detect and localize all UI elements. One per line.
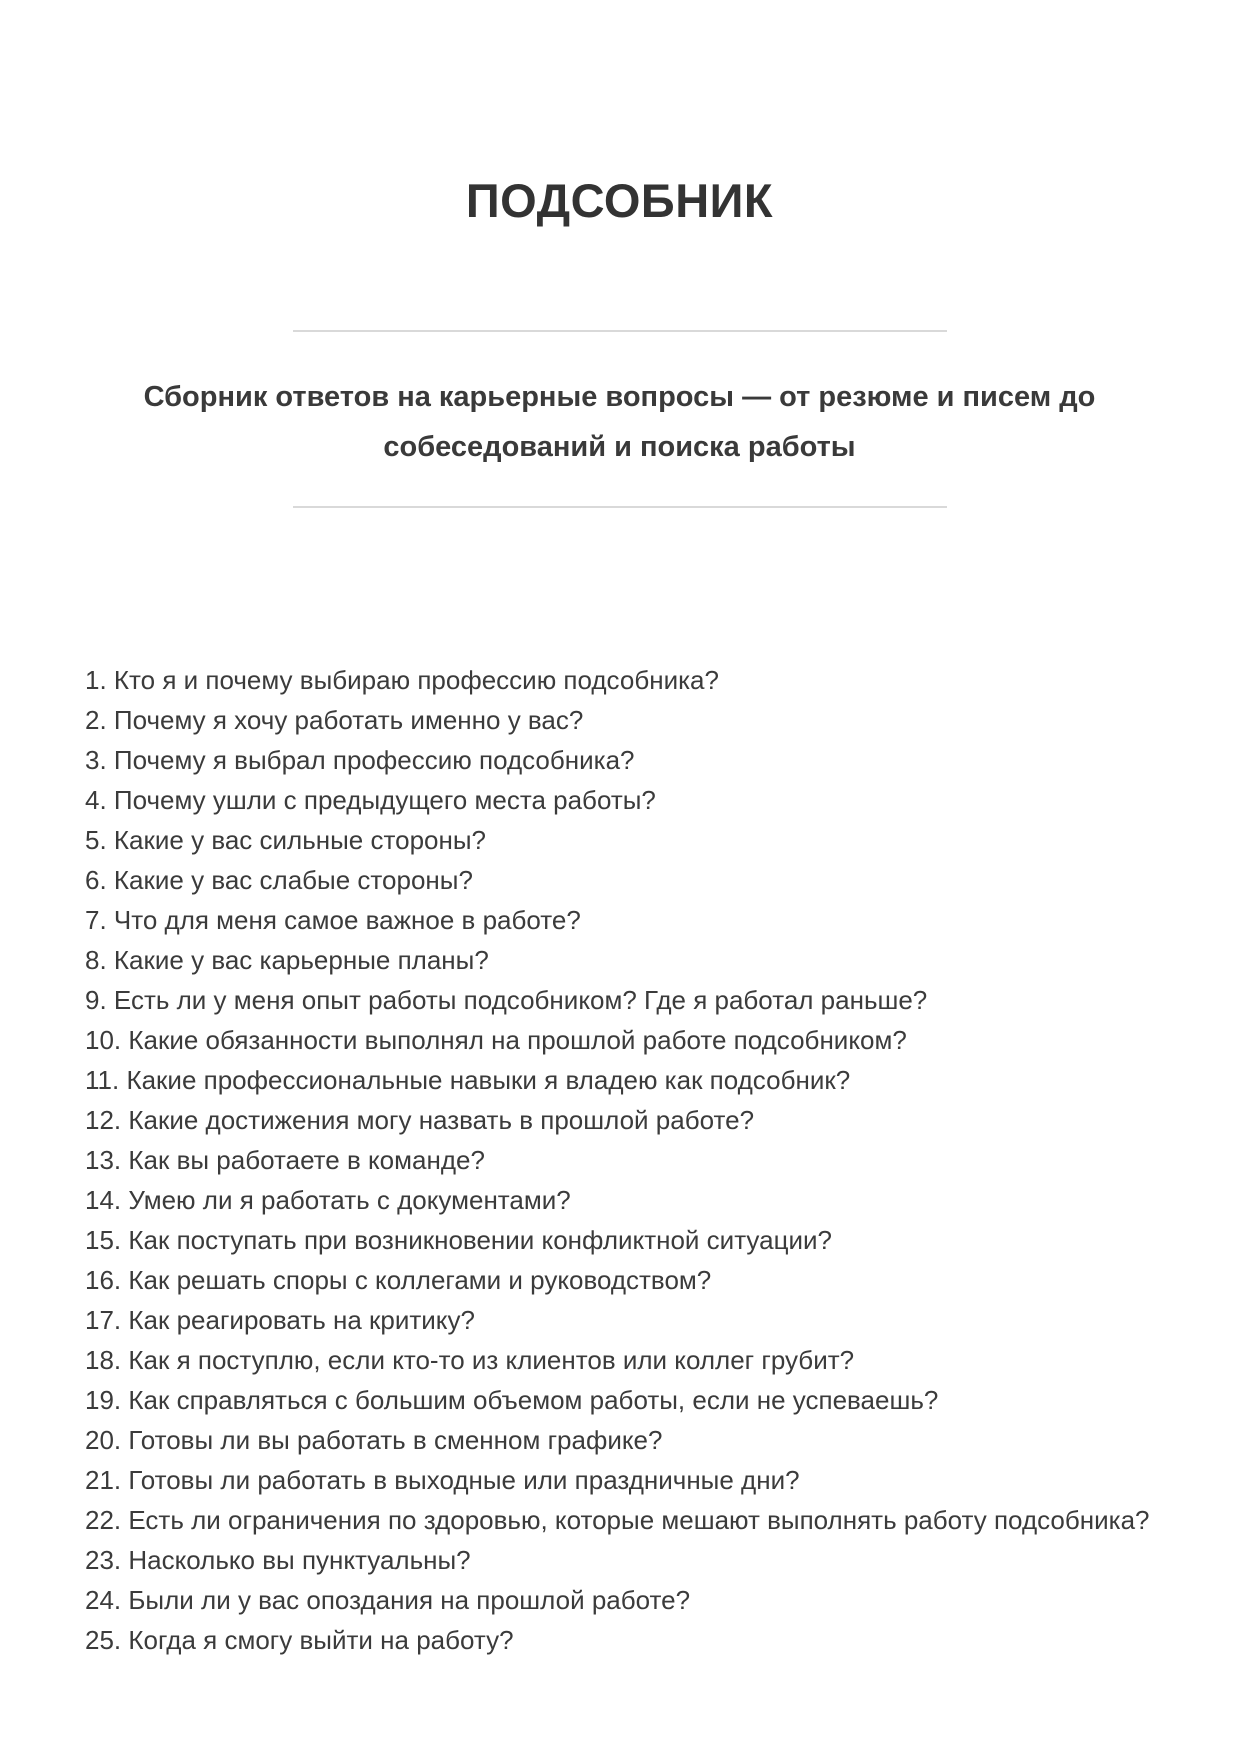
question-item: 4. Почему ушли с предыдущего места работы? xyxy=(85,785,656,815)
question-list xyxy=(0,660,1239,1660)
page-title: ПОДСОБНИК xyxy=(465,174,774,227)
question-item: 23. Насколько вы пунктуальны? xyxy=(85,1545,471,1575)
question-item: 7. Что для меня самое важное в работе? xyxy=(85,905,581,935)
page-subtitle: Сборник ответов на карьерные вопросы — от резюме и писем до собеседований и поиска работы xyxy=(143,381,1096,463)
question-item: 22. Есть ли ограничения по здоровью, которые мешают выполнять работу подсобника? xyxy=(85,1505,1150,1535)
question-item: 11. Какие профессиональные навыки я владею как подсобник? xyxy=(85,1065,851,1095)
question-item: 25. Когда я смогу выйти на работу? xyxy=(85,1625,514,1655)
question-item: 2. Почему я хочу работать именно у вас? xyxy=(85,705,584,735)
question-item: 21. Готовы ли работать в выходные или праздничные дни? xyxy=(85,1465,800,1495)
question-item: 6. Какие у вас слабые стороны? xyxy=(85,865,473,895)
question-item: 15. Как поступать при возникновении конфликтной ситуации? xyxy=(85,1225,832,1255)
question-item: 8. Какие у вас карьерные планы? xyxy=(85,945,489,975)
question-item: 24. Были ли у вас опоздания на прошлой работе? xyxy=(85,1585,691,1615)
question-item: 16. Как решать споры с коллегами и руководством? xyxy=(85,1265,712,1295)
question-item: 18. Как я поступлю, если кто-то из клиентов или коллег грубит? xyxy=(85,1345,855,1375)
question-item: 13. Как вы работаете в команде? xyxy=(85,1145,485,1175)
question-item: 20. Готовы ли вы работать в сменном графике? xyxy=(85,1425,663,1455)
question-item: 10. Какие обязанности выполнял на прошлой работе подсобником? xyxy=(85,1025,907,1055)
bottom-divider xyxy=(293,506,947,508)
question-item: 3. Почему я выбрал профессию подсобника? xyxy=(85,745,635,775)
question-item: 5. Какие у вас сильные стороны? xyxy=(85,825,486,855)
question-item: 12. Какие достижения могу назвать в прошлой работе? xyxy=(85,1105,755,1135)
top-divider xyxy=(293,330,947,332)
question-item: 14. Умею ли я работать с документами? xyxy=(85,1185,571,1215)
question-item: 17. Как реагировать на критику? xyxy=(85,1305,475,1335)
question-item: 19. Как справляться с большим объемом работы, если не успеваешь? xyxy=(85,1385,939,1415)
question-item: 1. Кто я и почему выбираю профессию подсобника? xyxy=(85,665,719,695)
question-item: 9. Есть ли у меня опыт работы подсобником? Где я работал раньше? xyxy=(85,985,928,1015)
